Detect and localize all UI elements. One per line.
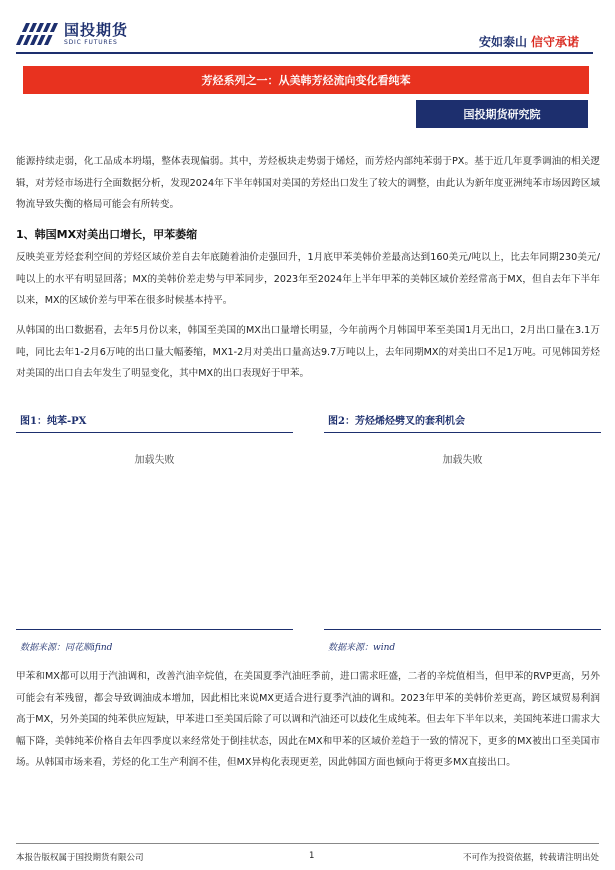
paragraph-exports: 从韩国的出口数据看，去年5月份以来，韩国至美国的MX出口量增长明显，今年前两个月韩国甲苯至美国1月无出口，2月出口量在3.1万吨，同比去年1-2月6万吨的出口量大幅萎缩，MX1-2月对美出口量高达9.7万吨以上，去年同期MX的对美出口不足1万吨。可见韩国芳烃对美国的出口自去年发生了明显变化，其中MX的出口表现好于甲苯。 [16, 325, 600, 379]
figure-2-load-failed: 加载失败 [442, 455, 483, 466]
figure-2-source: 数据来源：wind [328, 643, 396, 653]
footer-copyright: 本报告版权属于国投期货有限公司 [16, 853, 144, 863]
brand-logo [16, 20, 128, 48]
slogan-part1: 安如泰山 [478, 35, 527, 49]
figure-1-bottom-rule [16, 629, 293, 630]
figure-2-title: 图2：芳烃烯烃劈叉的套利机会 [328, 416, 465, 427]
figure-1-top-rule [16, 432, 293, 433]
intro-paragraph: 能源持续走弱，化工品成本坍塌，整体表现偏弱。其中，芳烃板块走势弱于烯烃，而芳烃内部纯苯弱于PX。基于近几年夏季调油的相关逻辑，对芳烃市场进行全面数据分析，发现2024年下半年韩国对美国的芳烃出口发生了较大的调整，由此认为新年度亚洲纯苯市场因跨区域物流导致失衡的格局可能会有所转变。 [16, 156, 600, 210]
logo-chinese-name: 国投期货 [64, 20, 129, 39]
institute-label: 国投期货研究院 [416, 100, 588, 128]
slogan [479, 33, 579, 50]
figure-1-load-failed: 加载失败 [134, 455, 175, 466]
figure-1 [16, 414, 293, 630]
footer-divider [16, 843, 599, 844]
paragraph-blending: 甲苯和MX都可以用于汽油调和，改善汽油辛烷值，在美国夏季汽油旺季前，进口需求旺盛，二者的辛烷值相当，但甲苯的RVP更高，另外可能会有苯残留，都会导致调油成本增加，因此相比来说MX更适合进行夏季汽油的调和。2023年甲苯的美韩价差更高，跨区域贸易利润高于MX，另外美国的纯苯供应短缺，甲苯进口至美国后除了可以调和汽油还可以歧化生成纯苯。但去年下半年以来，美国纯苯进口需求大幅下降，美韩纯苯价格自去年四季度以来经常处于倒挂状态，因此在MX和甲苯的区域价差趋于一致的情况下，更多的MX被出口至美国市场。从韩国市场来看，芳烃的化工生产利润不佳，但MX异构化表现更差，因此韩国方面也倾向于将更多MX直接出口。 [16, 671, 600, 768]
figure-1-source: 数据来源：同花顺ifind [20, 643, 113, 653]
footer-disclaimer: 不可作为投资依据，转载请注明出处 [462, 853, 599, 863]
logo-english-name: SDIC FUTURES [64, 38, 118, 46]
report-title: 芳烃系列之一：从美韩芳烃流向变化看纯苯 [23, 66, 589, 94]
logo-mark-icon [16, 21, 58, 47]
slogan-part2: 信守承诺 [530, 35, 579, 49]
figure-2-bottom-rule [324, 629, 601, 630]
page-number: 1 [309, 851, 315, 861]
header-divider [16, 52, 593, 54]
paragraph-spread: 反映美亚芳烃套利空间的芳烃区域价差自去年底随着油价走强回升，1月底甲苯美韩价差最高达到160美元/吨以上，比去年同期230美元/吨以上的水平有明显回落；MX的美韩价差走势与甲苯同步，2023年至2024年上半年甲苯的美韩区域价差经常高于MX，但自去年下半年以来，MX的区域价差与甲苯在很多时候基本持平。 [16, 252, 600, 306]
section-heading: 1、韩国MX对美出口增长，甲苯萎缩 [16, 228, 198, 241]
figure-2-top-rule [324, 432, 601, 433]
figure-2 [324, 414, 601, 630]
figure-1-title: 图1：纯苯-PX [20, 416, 87, 427]
